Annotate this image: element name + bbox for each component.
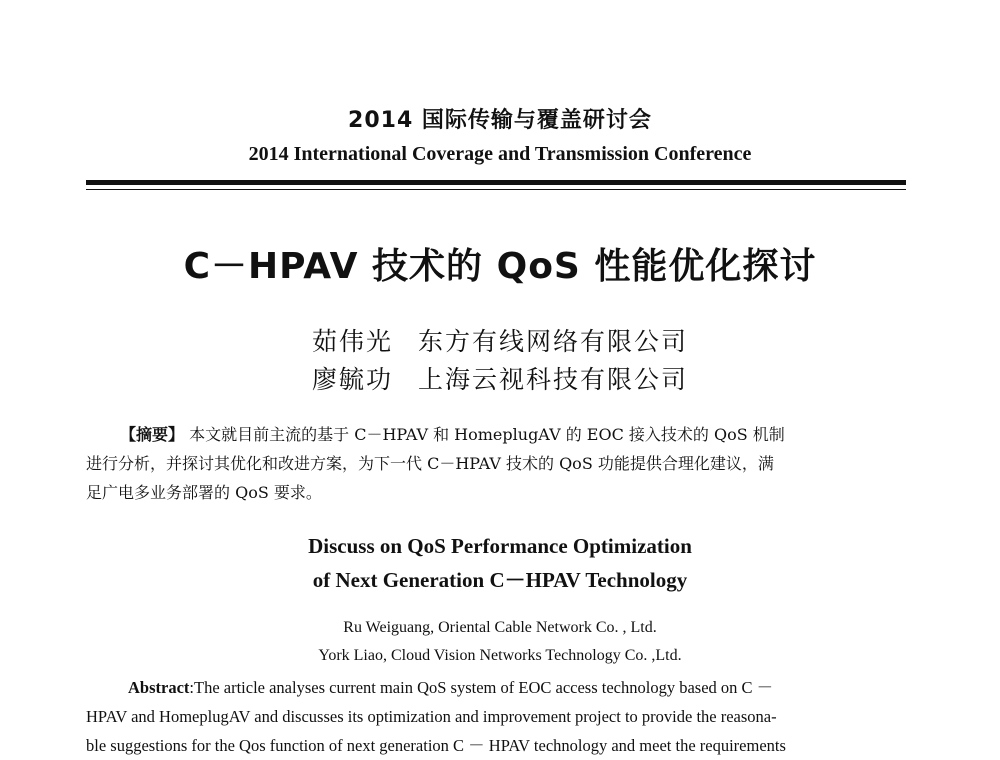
abstract-cn-line: 进行分析，并探讨其优化和改进方案，为下一代 C－HPAV 技术的 QoS 功能提供合理化建议，满	[86, 454, 774, 473]
abstract-cn-label: 【摘要】	[120, 425, 185, 444]
abstract-cn	[86, 420, 906, 507]
english-author-line: York Liao, Cloud Vision Networks Technology Co. ,Ltd.	[318, 647, 682, 664]
abstract-en	[86, 673, 906, 760]
abstract-en-line	[86, 673, 906, 702]
english-title-line: Discuss on QoS Performance Optimization	[308, 534, 692, 558]
conference-title-cn: 2014 国际传输与覆盖研讨会	[348, 108, 652, 133]
paper-title: C－HPAV 技术的 QoS 性能优化探讨	[183, 246, 817, 287]
abstract-en-line: ble suggestions for the Qos function of next generation C － HPAV technology and meet the requirements	[86, 736, 786, 755]
english-title-line: of Next Generation C－HPAV Technology	[312, 568, 688, 592]
abstract-cn-text: 本文就目前主流的基于 C－HPAV 和 HomeplugAV 的 EOC 接入技术的 QoS 机制	[189, 425, 785, 444]
header-rule-thin	[86, 189, 906, 190]
author-affiliation: 东方有线网络有限公司	[417, 327, 688, 356]
header-rule-thick	[86, 180, 906, 185]
author-line	[312, 361, 688, 399]
author-affiliation: 上海云视科技有限公司	[417, 365, 688, 394]
author-line	[312, 323, 688, 361]
english-title	[0, 529, 1000, 597]
conference-title-en: 2014 International Coverage and Transmission Conference	[248, 143, 752, 165]
english-authors	[0, 614, 1000, 670]
english-author-line: Ru Weiguang, Oriental Cable Network Co. , Ltd.	[343, 619, 657, 636]
abstract-cn-line: 足广电多业务部署的 QoS 要求。	[86, 483, 322, 502]
abstract-en-label: Abstract	[128, 678, 190, 697]
author-name: 廖毓功	[312, 365, 394, 394]
author-name: 茹伟光	[312, 327, 394, 356]
abstract-cn-line	[86, 420, 906, 449]
abstract-en-text: :The article analyses current main QoS system of EOC access technology based on C －	[189, 678, 774, 697]
author-list	[312, 323, 688, 399]
abstract-en-line: HPAV and HomeplugAV and discusses its optimization and improvement project to provide the reasona-	[86, 707, 777, 726]
